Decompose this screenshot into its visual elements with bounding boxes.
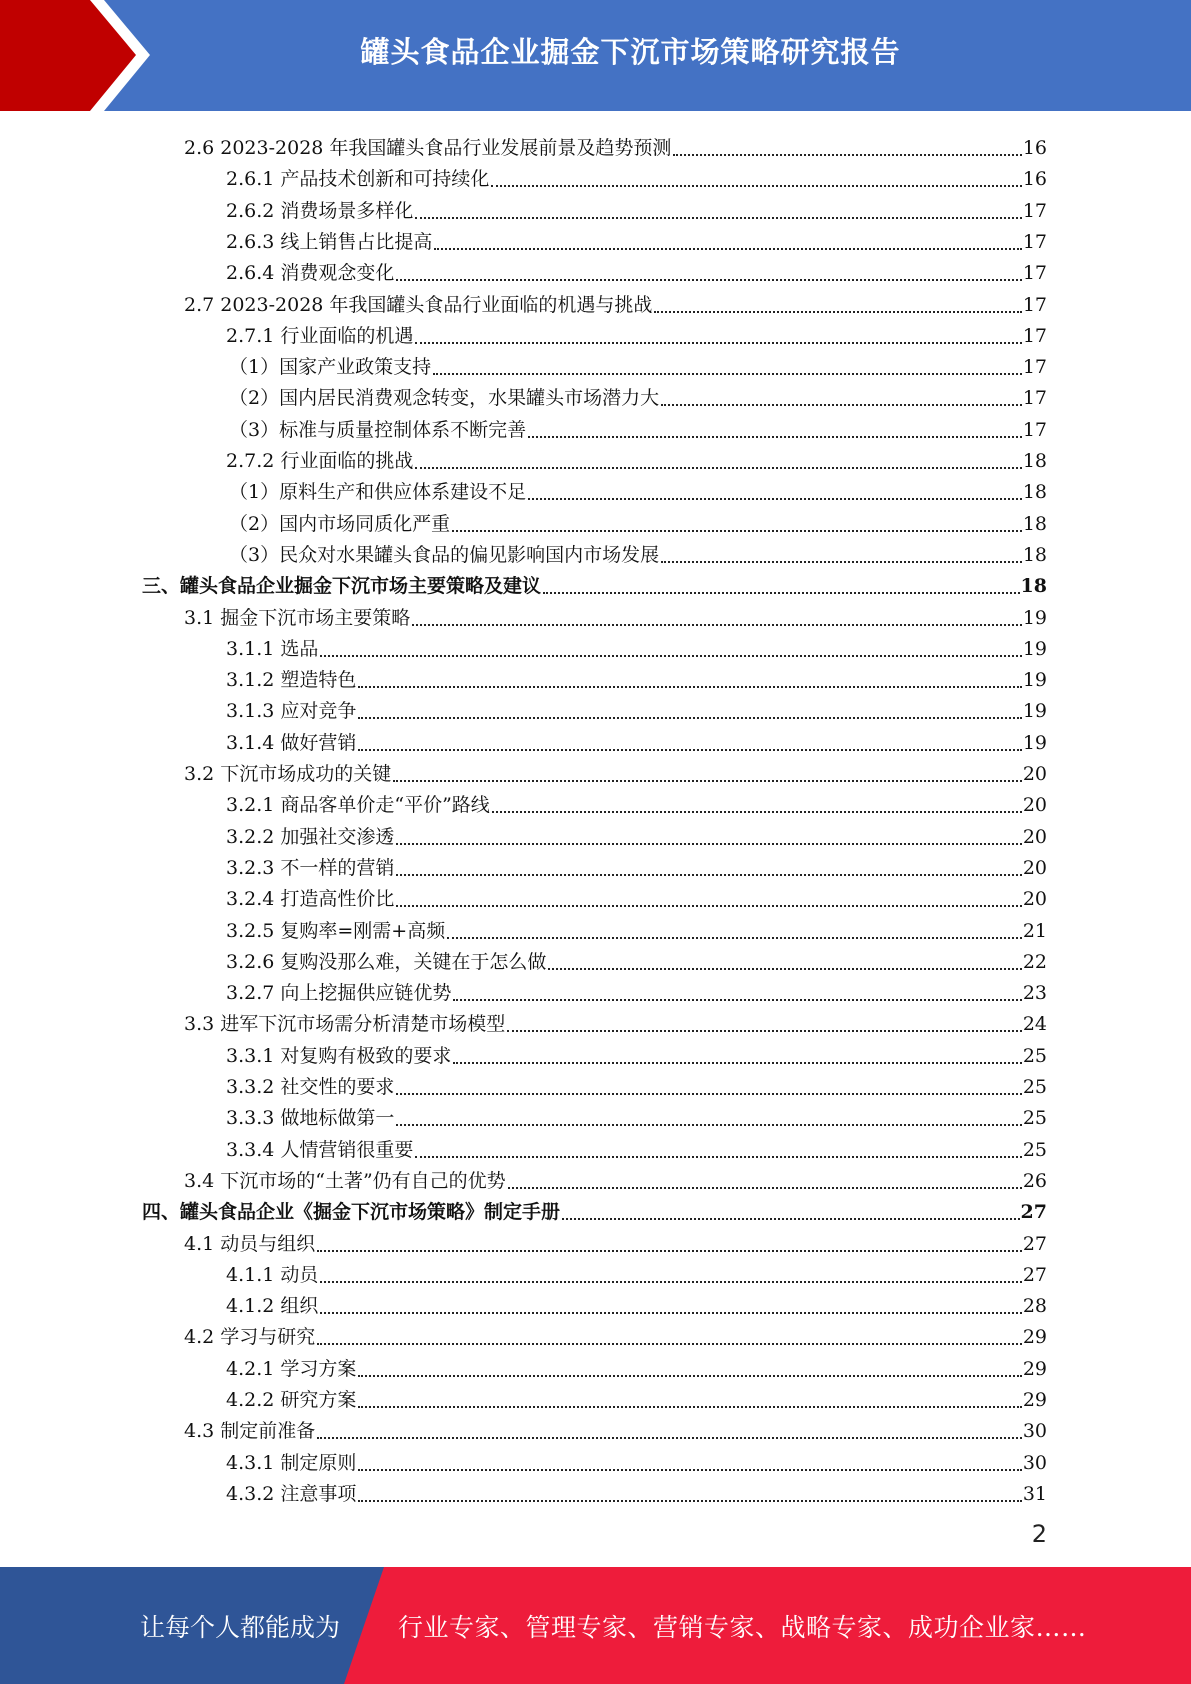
toc-entry[interactable] <box>184 1004 1047 1035</box>
toc-entry[interactable] <box>184 598 1047 629</box>
toc-entry[interactable] <box>226 691 1047 722</box>
toc-leader-dots <box>562 1218 1020 1220</box>
toc-leader-dots <box>548 968 1021 970</box>
toc-entry-title: 3.1.2 塑造特色 <box>226 669 357 692</box>
toc-entry-page: 17 <box>1022 293 1047 316</box>
footer-slogan-left: 让每个人都能成为 <box>140 1612 341 1642</box>
toc-entry-title: 4.3.2 注意事项 <box>226 1482 357 1505</box>
toc-entry[interactable] <box>226 159 1047 190</box>
toc-entry-page: 17 <box>1022 418 1047 441</box>
toc-entry[interactable] <box>142 1192 1047 1223</box>
toc-entry[interactable] <box>226 1098 1047 1129</box>
toc-entry-page: 20 <box>1022 856 1047 879</box>
toc-entry-page: 27 <box>1022 1263 1047 1286</box>
toc-entry-title: 2.7.2 行业面临的挑战 <box>226 450 414 472</box>
toc-leader-dots <box>415 1156 1021 1158</box>
toc-leader-dots <box>358 749 1021 751</box>
toc-entry[interactable] <box>226 1067 1047 1098</box>
toc-entry-title: （2）国内居民消费观念转变，水果罐头市场潜力大 <box>229 387 660 410</box>
toc-leader-dots <box>358 1406 1021 1408</box>
toc-entry-page: 18 <box>1022 512 1047 535</box>
toc-entry-title: （2）国内市场同质化严重 <box>229 512 451 535</box>
toc-entry-page: 18 <box>1022 450 1047 472</box>
toc-leader-dots <box>412 624 1022 626</box>
toc-entry[interactable] <box>184 1161 1047 1192</box>
toc-leader-dots <box>396 843 1021 845</box>
toc-leader-dots <box>396 1124 1021 1126</box>
toc-leader-dots <box>452 530 1022 532</box>
toc-entry-title: 4.1.2 组织 <box>226 1295 319 1318</box>
toc-leader-dots <box>358 1500 1021 1502</box>
toc-entry[interactable] <box>226 785 1047 816</box>
toc-entry-title: 2.7 2023-2028 年我国罐头食品行业面临的机遇与挑战 <box>184 293 653 316</box>
toc-entry[interactable] <box>184 1317 1047 1348</box>
toc-entry-title: （1）国家产业政策支持 <box>229 356 432 379</box>
toc-entry-page: 25 <box>1022 1107 1047 1130</box>
toc-entry-title: 3.3.2 社交性的要求 <box>226 1076 395 1098</box>
toc-leader-dots <box>654 311 1021 313</box>
toc-entry[interactable] <box>226 1255 1047 1286</box>
toc-entry[interactable] <box>226 253 1047 284</box>
toc-leader-dots <box>396 905 1021 907</box>
toc-entry[interactable] <box>229 410 1047 441</box>
toc-entry[interactable] <box>184 285 1047 316</box>
toc-entry-page: 25 <box>1022 1076 1047 1098</box>
toc-leader-dots <box>358 717 1021 719</box>
toc-entry[interactable] <box>226 848 1047 879</box>
toc-entry-title: （3）标准与质量控制体系不断完善 <box>229 418 527 441</box>
toc-leader-dots <box>491 185 1021 187</box>
toc-entry[interactable] <box>226 441 1047 472</box>
toc-entry-title: 3.2.1 商品客单价走“平价”路线 <box>226 794 490 817</box>
toc-entry[interactable] <box>226 1286 1047 1317</box>
toc-entry[interactable] <box>226 817 1047 848</box>
toc-leader-dots <box>317 1343 1022 1345</box>
toc-leader-dots <box>320 1312 1021 1314</box>
toc-entry-page: 29 <box>1022 1326 1047 1349</box>
toc-entry[interactable] <box>229 535 1047 566</box>
toc-entry-page: 19 <box>1022 731 1047 754</box>
toc-entry-page: 19 <box>1022 700 1047 723</box>
toc-entry-page: 27 <box>1022 1232 1047 1255</box>
toc-entry-page: 17 <box>1022 230 1047 253</box>
toc-entry[interactable] <box>229 347 1047 378</box>
toc-entry-page: 21 <box>1022 919 1047 942</box>
toc-entry[interactable] <box>184 1411 1047 1442</box>
toc-entry-page: 30 <box>1022 1451 1047 1474</box>
toc-entry-page: 19 <box>1022 637 1047 660</box>
toc-entry-page: 20 <box>1022 794 1047 817</box>
toc-entry-title: 2.6.4 消费观念变化 <box>226 262 395 285</box>
toc-leader-dots <box>673 154 1021 156</box>
toc-leader-dots <box>358 1469 1021 1471</box>
toc-leader-dots <box>543 592 1020 594</box>
toc-entry[interactable] <box>226 191 1047 222</box>
toc-entry-page: 20 <box>1022 888 1047 911</box>
toc-entry[interactable] <box>184 1224 1047 1255</box>
toc-entry-title: 3.3.3 做地标做第一 <box>226 1107 395 1130</box>
toc-entry-title: 4.3.1 制定原则 <box>226 1451 357 1474</box>
toc-leader-dots <box>317 1250 1022 1252</box>
toc-entry-title: 4.2.1 学习方案 <box>226 1357 357 1380</box>
toc-entry-page: 28 <box>1022 1295 1047 1318</box>
toc-entry-title: 3.1 掘金下沉市场主要策略 <box>184 606 411 629</box>
toc-entry-title: 2.6.1 产品技术创新和可持续化 <box>226 168 490 191</box>
page-number: 2 <box>1031 1520 1047 1548</box>
toc-entry-page: 20 <box>1022 763 1047 785</box>
toc-entry[interactable] <box>184 754 1047 785</box>
toc-entry-title: 3.4 下沉市场的“土著”仍有自己的优势 <box>184 1169 506 1192</box>
toc-entry-page: 27 <box>1020 1201 1047 1224</box>
toc-entry-title: 三、罐头食品企业掘金下沉市场主要策略及建议 <box>142 575 542 598</box>
toc-entry-title: 3.3.4 人情营销很重要 <box>226 1138 414 1161</box>
toc-entry[interactable] <box>226 973 1047 1004</box>
toc-entry-page: 18 <box>1020 575 1047 598</box>
toc-entry[interactable] <box>226 1036 1047 1067</box>
toc-entry-title: 3.2.3 不一样的营销 <box>226 856 395 879</box>
toc-entry-title: 2.6 2023-2028 年我国罐头食品行业发展前景及趋势预测 <box>184 137 672 159</box>
toc-leader-dots <box>433 373 1022 375</box>
toc-entry-page: 25 <box>1022 1044 1047 1067</box>
toc-entry-title: （3）民众对水果罐头食品的偏见影响国内市场发展 <box>229 543 660 566</box>
toc-leader-dots <box>453 999 1021 1001</box>
toc-leader-dots <box>492 811 1022 813</box>
toc-entry[interactable] <box>229 472 1047 503</box>
toc-entry[interactable] <box>226 911 1047 942</box>
toc-leader-dots <box>320 1281 1021 1283</box>
toc-leader-dots <box>528 436 1022 438</box>
toc-entry-page: 17 <box>1022 262 1047 285</box>
toc-entry-page: 22 <box>1022 950 1047 973</box>
toc-entry-title: 2.6.2 消费场景多样化 <box>226 199 414 222</box>
toc-entry[interactable] <box>226 1443 1047 1474</box>
toc-leader-dots <box>393 780 1022 782</box>
toc-entry[interactable] <box>226 222 1047 253</box>
toc-entry[interactable] <box>226 1130 1047 1161</box>
toc-entry-title: 3.2.5 复购率=刚需+高频 <box>226 919 446 942</box>
toc-leader-dots <box>434 248 1021 250</box>
toc-entry-page: 17 <box>1022 356 1047 379</box>
toc-entry-title: 4.1 动员与组织 <box>184 1232 316 1255</box>
toc-entry-page: 18 <box>1022 481 1047 504</box>
toc-entry[interactable] <box>226 942 1047 973</box>
toc-entry[interactable] <box>229 378 1047 409</box>
toc-entry-title: 3.2.6 复购没那么难，关键在于怎么做 <box>226 950 547 973</box>
toc-entry-page: 18 <box>1022 543 1047 566</box>
toc-leader-dots <box>396 1093 1021 1095</box>
toc-entry-page: 17 <box>1022 199 1047 222</box>
toc-entry[interactable] <box>184 128 1047 159</box>
toc-leader-dots <box>415 342 1021 344</box>
toc-leader-dots <box>415 467 1021 469</box>
toc-entry-page: 20 <box>1022 825 1047 848</box>
toc-entry[interactable] <box>226 660 1047 691</box>
toc-entry-title: 3.2.4 打造高性价比 <box>226 888 395 911</box>
toc-entry-page: 19 <box>1022 606 1047 629</box>
toc-leader-dots <box>661 404 1022 406</box>
toc-entry[interactable] <box>229 504 1047 535</box>
toc-entry[interactable] <box>226 1349 1047 1380</box>
toc-entry-title: 3.1.1 选品 <box>226 637 319 660</box>
toc-entry-title: （1）原料生产和供应体系建设不足 <box>229 481 527 504</box>
toc-entry[interactable] <box>226 1474 1047 1505</box>
toc-entry-title: 3.3 进军下沉市场需分析清楚市场模型 <box>184 1013 506 1036</box>
toc-entry[interactable] <box>226 879 1047 910</box>
toc-leader-dots <box>358 1375 1021 1377</box>
toc-leader-dots <box>320 655 1021 657</box>
toc-leader-dots <box>528 498 1022 500</box>
toc-entry[interactable] <box>226 316 1047 347</box>
toc-leader-dots <box>415 217 1021 219</box>
toc-entry-page: 17 <box>1022 387 1047 410</box>
toc-leader-dots <box>396 874 1021 876</box>
toc-leader-dots <box>358 686 1021 688</box>
toc-entry[interactable] <box>226 723 1047 754</box>
toc-leader-dots <box>508 1187 1022 1189</box>
toc-entry[interactable] <box>142 566 1047 597</box>
toc-entry-page: 29 <box>1022 1389 1047 1411</box>
toc-leader-dots <box>453 1062 1021 1064</box>
toc-entry-page: 19 <box>1022 669 1047 692</box>
toc-leader-dots <box>317 1437 1022 1439</box>
toc-entry-title: 3.1.3 应对竞争 <box>226 700 357 723</box>
footer-slogan-right: 行业专家、管理专家、营销专家、战略专家、成功企业家…… <box>398 1612 1087 1642</box>
toc-entry-title: 4.2 学习与研究 <box>184 1326 316 1349</box>
toc-entry-page: 16 <box>1022 137 1047 159</box>
toc-entry-title: 3.2 下沉市场成功的关键 <box>184 763 392 785</box>
toc-entry-page: 30 <box>1022 1420 1047 1443</box>
toc-entry-title: 4.1.1 动员 <box>226 1263 319 1286</box>
toc-entry-title: 2.7.1 行业面临的机遇 <box>226 324 414 347</box>
toc-entry-page: 24 <box>1022 1013 1047 1036</box>
toc-entry-title: 3.1.4 做好营销 <box>226 731 357 754</box>
report-title: 罐头食品企业掘金下沉市场策略研究报告 <box>360 34 901 69</box>
toc-entry-page: 16 <box>1022 168 1047 191</box>
toc-leader-dots <box>447 937 1022 939</box>
toc-leader-dots <box>507 1030 1022 1032</box>
page-header <box>0 0 1191 111</box>
toc-entry-title: 3.2.7 向上挖掘供应链优势 <box>226 982 452 1005</box>
toc-entry-title: 3.3.1 对复购有极致的要求 <box>226 1044 452 1067</box>
toc-entry-page: 17 <box>1022 324 1047 347</box>
toc-entry[interactable] <box>226 629 1047 660</box>
toc-entry-title: 4.3 制定前准备 <box>184 1420 316 1443</box>
page-footer <box>0 1567 1191 1684</box>
toc-entry-title: 四、罐头食品企业《掘金下沉市场策略》制定手册 <box>142 1201 561 1224</box>
toc-entry-title: 3.2.2 加强社交渗透 <box>226 825 395 848</box>
toc-entry-title: 4.2.2 研究方案 <box>226 1389 357 1411</box>
toc-entry-page: 25 <box>1022 1138 1047 1161</box>
toc-leader-dots <box>396 279 1021 281</box>
toc-entry-page: 23 <box>1022 982 1047 1005</box>
toc-entry-page: 26 <box>1022 1169 1047 1192</box>
toc-entry-page: 31 <box>1022 1482 1047 1505</box>
toc-entry[interactable] <box>226 1380 1047 1411</box>
toc-leader-dots <box>661 561 1022 563</box>
toc-entry-page: 29 <box>1022 1357 1047 1380</box>
toc-entry-title: 2.6.3 线上销售占比提高 <box>226 230 433 253</box>
